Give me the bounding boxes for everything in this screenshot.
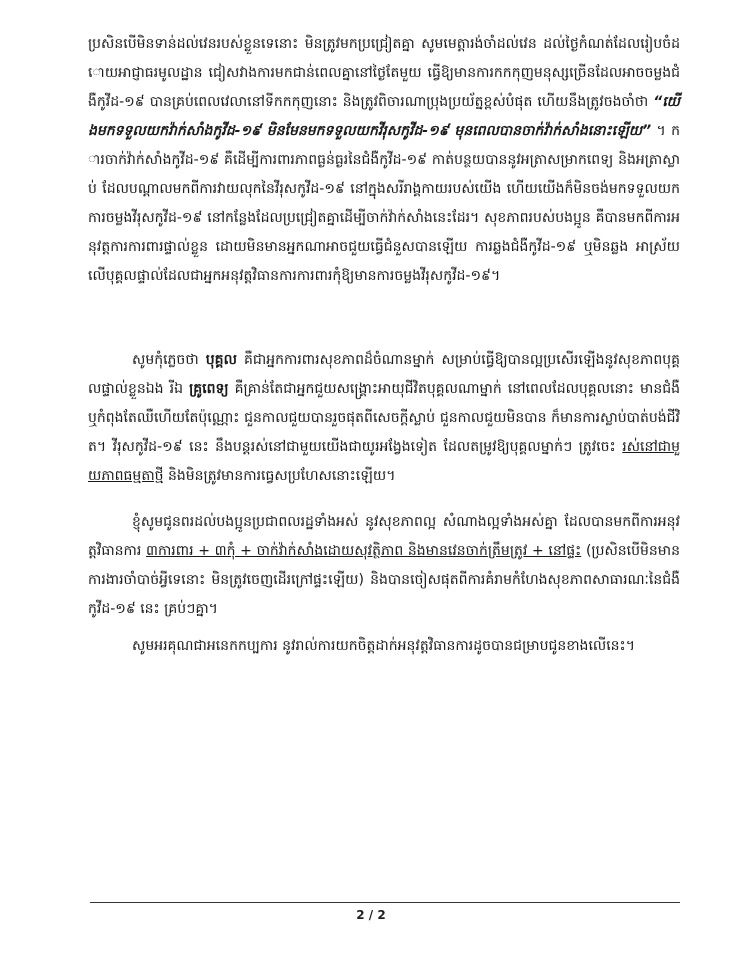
page-number: 2 / 2 <box>356 908 386 922</box>
footer-divider <box>90 902 680 903</box>
paragraph-4-text: សូមអរគុណជាអនេកកប្បការ នូវរាល់ការយកចិត្តដាក់អនុវត្តវិធានការដូចបានជម្រាបជូនខាងលើនេះ។ <box>132 638 635 654</box>
paragraph-2 <box>88 346 680 491</box>
paragraph-1 <box>88 30 680 291</box>
paragraph-2-underlined: រស់នៅជាមួយភាពធម្មតាថ្មី <box>88 439 681 484</box>
paragraph-2-term-doctor: គ្រូពេទ្យ <box>189 381 229 397</box>
paragraph-3-part-2: (ប្រសិនបើមិនមានការងារចាំបាច់អ្វីទេនោះ មិនត្រូវចេញដើរក្រៅផ្ទះឡើយ) និងបានចៀសផុតពីការគំរាមកំហែងសុខភាពសាធារណៈនៃជំងឺកូវីដ-១៩ នេះ គ្រប់ៗគ្នា។ <box>88 543 680 617</box>
paragraph-2-part-1: សូមកុំភ្លេចថា <box>132 352 199 368</box>
paragraph-2-part-4: និងមិនត្រូវមានការធ្វេសប្រហែសនោះឡើយ។ <box>168 468 396 484</box>
paragraph-1-part-1: ប្រសិនបើមិនទាន់ដល់វេនរបស់ខ្លួនទេនោះ មិនត្រូវមកប្រជ្រៀតគ្នា សូមមេត្តារង់ចាំដល់វេន ដល់ថ្ងៃកំណត់ដែលរៀបចំដោយអាជ្ញាធរមូលដ្ឋាន ជៀសវាងការមកជាន់ពេលគ្នានៅថ្ងៃតែមួយ ធ្វើឱ្យមានការកកកុញមនុស្សច្រើនដែលអាចចម្លងជំងឺកូវីដ-១៩ បានគ្រប់ពេលវេលានៅទីកកកុញនោះ និងត្រូវពិចារណាប្រុងប្រយ័ត្នខ្ពស់បំផុត ហើយនឹងត្រូវចងចាំថា <box>88 36 680 110</box>
paragraph-3-underlined: ៣ការពារ + ៣កុំ + ចាក់វ៉ាក់សាំងដោយសុវត្ថិភាព និងមានវេនចាក់ត្រឹមត្រូវ + នៅផ្ទះ <box>146 543 582 559</box>
paragraph-2-part-3: គឺគ្រាន់តែជាអ្នកជួយសង្គ្រោះអាយុជីវិតបុគ្គលណាម្នាក់ នៅពេលដែលបុគ្គលនោះ មានជំងឺ ឬកំពុងតែឈឺហើយតែប៉ុណ្ណោះ ជួនកាលជួយបានរួចផុតពីសេចក្ដីស្លាប់ ជួនកាលជួយមិនបាន ក៏មានការស្លាប់បាត់បង់ជីវិត។ វីរុសកូវីដ-១៩ នេះ នឹងបន្តរស់នៅជាមួយយើងជាយូរអង្វែងទៀត ដែលតម្រូវឱ្យបុគ្គលម្នាក់ៗ ត្រូវចេះ <box>88 381 681 455</box>
paragraph-1-text <box>88 30 680 291</box>
paragraph-4 <box>88 632 680 661</box>
paragraph-2-part-2: គឺជាអ្នកការពារសុខភាពដ៏ចំណានម្នាក់ សម្រាប់ធ្វើឱ្យបានល្អប្រសើរឡើងនូវសុខភាពបុគ្គលផ្ទាល់ខ្លួនឯង រីឯ <box>88 352 680 397</box>
paragraph-1-emphasis: “យើងមកទទួលយកវ៉ាក់សាំងកូវីដ-១៩ មិនមែនមកទទួលយកវីរុសកូវីដ-១៩ មុនពេលបានចាក់វ៉ាក់សាំងនោះឡើយ” <box>88 94 680 139</box>
paragraph-3-part-1: ខ្ញុំសូមជូនពរដល់បងប្អូនប្រជាពលរដ្ឋទាំងអស់ នូវសុខភាពល្អ សំណាងល្អទាំងអស់គ្នា ដែលបានមកពីការអនុវត្តវិធានការ <box>88 514 680 559</box>
paragraph-3-text <box>88 508 680 624</box>
paragraph-2-text <box>88 346 680 491</box>
paragraph-2-term-individual: បុគ្គល <box>205 352 237 368</box>
paragraph-1-part-2: ។ ការចាក់វ៉ាក់សាំងកូវីដ-១៩ គឺដើម្បីការពារភាពធ្ងន់ធ្ងរនៃជំងឺកូវីដ-១៩ កាត់បន្ថយបាននូវអត្រាសម្រាកពេទ្យ និងអត្រាស្លាប់ ដែលបណ្ដាលមកពីការវាយលុកនៃវីរុសកូវីដ-១៩ នៅក្នុងសរីរាង្គកាយរបស់យើង ហើយយើងក៏មិនចង់មកទទួលយកការចម្លងវីរុសកូវីដ-១៩ នៅកន្លែងដែលប្រជ្រៀតគ្នាដើម្បីចាក់វ៉ាក់សាំងនេះដែរ។ សុខភាពរបស់បងប្អូន គឺបានមកពីការអនុវត្តការការពារផ្ទាល់ខ្លួន ដោយមិនមានអ្នកណាអាចជួយធ្វើជំនួសបានឡើយ ការឆ្លងជំងឺកូវីដ-១៩ ឬមិនឆ្លង អាស្រ័យលើបុគ្គលផ្ទាល់ដែលជាអ្នកអនុវត្តវិធានការការពារកុំឱ្យមានការចម្លងវីរុសកូវីដ-១៩។ <box>88 123 681 284</box>
paragraph-3 <box>88 508 680 624</box>
